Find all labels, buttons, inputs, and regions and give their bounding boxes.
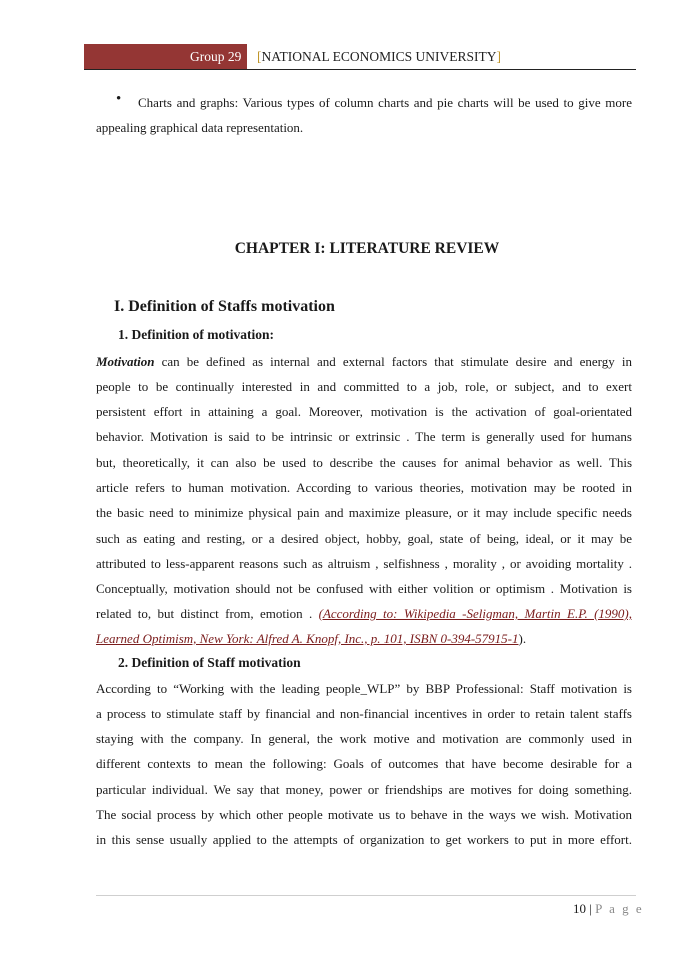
paragraph-line: staying with the company. In general, the work motive and motivation are commonly used in — [96, 731, 632, 746]
bullet-icon: • — [116, 91, 122, 107]
paragraph-line — [96, 606, 632, 622]
page-footer — [573, 901, 644, 917]
paragraph-line: The social process by which other people motivate us to behave in the ways we wish. Motivation — [96, 807, 632, 822]
intro-paragraph: Charts and graphs: Various types of column charts and pie charts will be used to give more appealing graphical data representation. — [96, 95, 632, 135]
paragraph-line: According to “Working with the leading people_WLP” by BBP Professional: Staff motivation is — [96, 681, 632, 696]
header-bracket-open: [ — [257, 49, 262, 64]
term-motivation: Motivation — [96, 354, 155, 369]
header-group-label: Group 29 — [190, 49, 242, 64]
paragraph-line: persistent effort in attaining a goal. Moreover, motivation is the activation of goal-orientated — [96, 404, 632, 419]
chapter-title: CHAPTER I: LITERATURE REVIEW — [234, 240, 500, 257]
paragraph-line-text: related to, but distinct from, emotion . — [96, 606, 319, 621]
paragraph-line-text: ). — [518, 631, 527, 646]
footer-separator: | — [589, 901, 592, 916]
header-title — [257, 49, 501, 65]
paragraph-line: in this sense usually applied to the attempts of organization to get workers to put in more effort. — [96, 832, 632, 847]
paragraph-line — [96, 631, 632, 647]
footer-rule — [96, 895, 636, 896]
citation-link[interactable]: (According to: Wikipedia -Seligman, Martin E.P. (1990), — [318, 606, 632, 621]
paragraph-line: but, theoretically, it can also be used to describe the causes for animal behavior as well. This — [96, 455, 632, 470]
header-rule — [84, 69, 636, 70]
header-bracket-close: ] — [496, 49, 501, 64]
subsection-title-motivation: 1. Definition of motivation: — [118, 327, 274, 342]
paragraph-line: the basic need to minimize physical pain and maximize pleasure, or it may include specific needs — [96, 505, 632, 520]
citation-link[interactable]: Learned Optimism, New York: Alfred A. Knopf, Inc., p. 101, ISBN 0-394-57915-1 — [96, 631, 519, 646]
paragraph-line: such as eating and resting, or a desired object, hobby, goal, state of being, ideal, or it may be — [96, 531, 632, 546]
page-number: 10 — [573, 901, 586, 916]
paragraph-line: attributed to less-apparent reasons such as altruism , selfishness , morality , or avoiding mortality . — [96, 556, 632, 571]
paragraph-line-text: can be defined as internal and external factors that stimulate desire and energy in — [154, 354, 632, 369]
paragraph-line: different contexts to mean the following: Goals of outcomes that have become desirable for a — [96, 756, 632, 771]
paragraph-line: article refers to human motivation. According to various theories, motivation may be rooted in — [96, 480, 632, 495]
paragraph-line: people to be continually interested in and committed to a job, role, or subject, and to exert — [96, 379, 632, 394]
header-university: NATIONAL ECONOMICS UNIVERSITY — [261, 49, 497, 64]
subsection-title-staff-motivation: 2. Definition of Staff motivation — [118, 655, 301, 670]
paragraph-line: Conceptually, motivation should not be confused with either volition or optimism . Motivation is — [96, 581, 632, 596]
paragraph-line: behavior. Motivation is said to be intrinsic or extrinsic . The term is generally used for humans — [96, 429, 632, 444]
paragraph-line: a process to stimulate staff by financial and non-financial incentives in order to retain talent staffs — [96, 706, 632, 721]
page-word: P a g e — [595, 901, 644, 916]
paragraph-line — [96, 354, 632, 370]
section-title: I. Definition of Staffs motivation — [114, 298, 335, 315]
paragraph-line: particular individual. We say that money, power or friendships are motives for doing something. — [96, 782, 632, 797]
